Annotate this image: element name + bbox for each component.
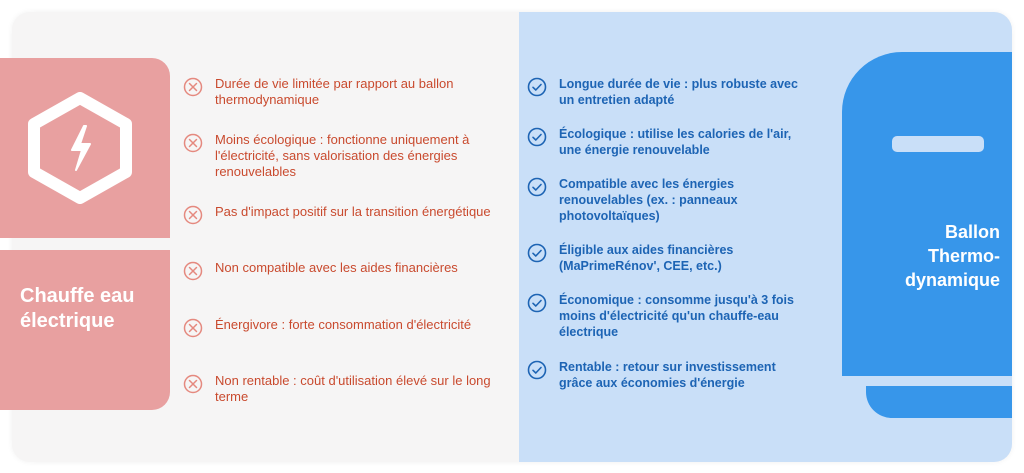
list-item [183,317,493,338]
item-text: Pas d'impact positif sur la transition énergétique [215,204,491,219]
thermodynamic-tank-vent [892,136,984,152]
item-text: Écologique : utilise les calories de l'air, une énergie renouvelable [559,127,792,157]
electric-heater-title: Chauffe eau électrique [20,285,135,332]
check-circle-icon [527,360,547,380]
list-item [183,132,493,180]
lightning-hexagon-icon [26,92,134,204]
list-item [183,204,493,225]
item-text: Longue durée de vie : plus robuste avec un entretien adapté [559,77,798,107]
x-circle-icon [183,261,203,281]
x-circle-icon [183,318,203,338]
thermodynamic-tank-body [842,52,1012,376]
list-item [527,176,807,224]
item-text: Énergivore : forte consommation d'électricité [215,317,472,332]
check-circle-icon [527,127,547,147]
list-item [527,76,807,108]
check-circle-icon [527,243,547,263]
x-circle-icon [183,374,203,394]
item-text: Durée de vie limitée par rapport au ballon thermodynamique [215,76,454,107]
list-item [183,373,493,405]
item-text: Non compatible avec les aides financières [215,260,458,275]
list-item [527,126,807,158]
list-item [527,292,807,340]
check-circle-icon [527,177,547,197]
list-item [183,76,493,108]
item-text: Compatible avec les énergies renouvelables (ex. : panneaux photovoltaïques) [559,177,738,223]
item-text: Moins écologique : fonctionne uniquement à l'électricité, sans valorisation des énergies renouvelables [215,132,470,179]
list-item [183,260,493,281]
thermodynamic-tank-title: Ballon Thermo- dynamique [904,222,1000,290]
item-text: Économique : consomme jusqu'à 3 fois moins d'électricité qu'un chauffe-eau électrique [559,293,794,339]
thermodynamic-tank-base [866,386,1012,418]
x-circle-icon [183,205,203,225]
x-circle-icon [183,133,203,153]
list-item [527,359,807,391]
x-circle-icon [183,77,203,97]
item-text: Rentable : retour sur investissement grâce aux économies d'énergie [559,360,776,390]
item-text: Non rentable : coût d'utilisation élevé sur le long terme [215,373,491,404]
list-item [527,242,807,274]
check-circle-icon [527,77,547,97]
item-text: Éligible aux aides financières (MaPrimeRénov', CEE, etc.) [559,243,734,273]
check-circle-icon [527,293,547,313]
